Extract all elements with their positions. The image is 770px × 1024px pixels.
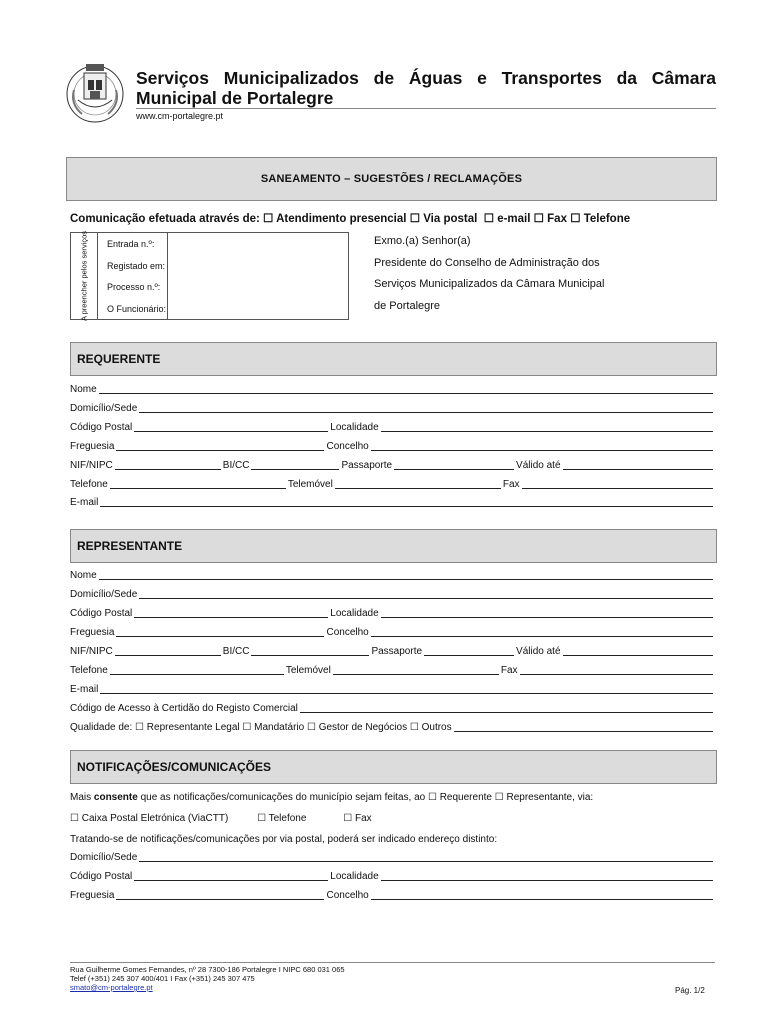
rep-bicc-label: BI/CC xyxy=(222,646,250,657)
rep-concelho-field[interactable] xyxy=(371,636,713,637)
rep-cp-label: Código Postal xyxy=(70,608,133,619)
rep-outros-field[interactable] xyxy=(454,731,713,732)
rep-telefone-field[interactable] xyxy=(110,674,284,675)
rep-telefone-label: Telefone xyxy=(70,665,108,676)
req-fax-field[interactable] xyxy=(522,488,713,489)
footer-divider xyxy=(70,962,715,963)
service-entrada: Entrada n.º: xyxy=(107,239,155,249)
req-concelho-label: Concelho xyxy=(326,441,369,452)
via-options-row xyxy=(70,813,715,824)
via-caixa-postal[interactable]: ☐ Caixa Postal Eletrónica (ViaCTT) xyxy=(70,813,229,824)
req-nif-label: NIF/NIPC xyxy=(70,460,113,471)
service-box-divider xyxy=(167,233,168,319)
service-box-vertical-label: A preencher pelos serviços xyxy=(71,233,98,319)
rep-passaporte-label: Passaporte xyxy=(371,646,423,657)
rep-domicilio-row xyxy=(70,589,715,601)
req-valido-field[interactable] xyxy=(563,469,713,470)
req-valido-label: Válido até xyxy=(516,460,561,471)
rep-freguesia-label: Freguesia xyxy=(70,627,115,638)
service-funcionario: O Funcionário: xyxy=(107,304,167,314)
not-localidade-label: Localidade xyxy=(330,871,379,882)
via-telefone[interactable]: ☐ Telefone xyxy=(257,813,307,824)
rep-nome-label: Nome xyxy=(70,570,97,581)
rep-nif-label: NIF/NIPC xyxy=(70,646,113,657)
option-via-postal[interactable]: ☐ Via postal xyxy=(409,213,478,225)
req-bicc-field[interactable] xyxy=(251,469,339,470)
consent-pre: Mais xyxy=(70,792,94,803)
rep-telemovel-field[interactable] xyxy=(333,674,499,675)
rep-valido-label: Válido até xyxy=(516,646,561,657)
service-use-box xyxy=(70,232,349,320)
communication-label: Comunicação efetuada através de: xyxy=(70,213,260,225)
consent-text xyxy=(70,792,593,803)
req-telemovel-label: Telemóvel xyxy=(287,479,333,490)
footer-address: Rua Guilherme Gomes Fernandes, nº 28 7300-186 Portalegre I NIPC 680 031 065 xyxy=(70,965,345,974)
rep-domicilio-field[interactable] xyxy=(139,598,713,599)
header-divider xyxy=(136,108,716,109)
req-localidade-label: Localidade xyxy=(330,422,379,433)
rep-certidao-row xyxy=(70,703,715,715)
req-domicilio-row xyxy=(70,403,715,415)
not-domicilio-label: Domicílio/Sede xyxy=(70,852,138,863)
req-freguesia-label: Freguesia xyxy=(70,441,115,452)
rep-passaporte-field[interactable] xyxy=(424,655,514,656)
consent-post[interactable]: que as notificações/comunicações do município sejam feitas, ao ☐ Requerente ☐ Representante, via: xyxy=(137,792,594,803)
rep-email-field[interactable] xyxy=(100,693,713,694)
via-fax[interactable]: ☐ Fax xyxy=(343,813,372,824)
not-codigo-postal-row xyxy=(70,871,715,883)
header-title: Serviços Municipalizados de Águas e Transportes da Câmara Municipal de Portalegre xyxy=(136,68,716,108)
not-domicilio-row xyxy=(70,852,715,864)
rep-freguesia-row xyxy=(70,627,715,639)
req-email-row xyxy=(70,497,715,509)
req-concelho-field[interactable] xyxy=(371,450,713,451)
option-atendimento[interactable]: ☐ Atendimento presencial xyxy=(263,213,407,225)
rep-valido-field[interactable] xyxy=(563,655,713,656)
option-telefone[interactable]: ☐ Telefone xyxy=(570,213,631,225)
req-email-label: E-mail xyxy=(70,497,99,508)
rep-localidade-field[interactable] xyxy=(381,617,713,618)
req-ids-row xyxy=(70,460,715,472)
postal-note: Tratando-se de notificações/comunicações por via postal, poderá ser indicado endereço distinto: xyxy=(70,834,498,845)
municipal-crest-logo xyxy=(62,60,128,124)
section-notificacoes: NOTIFICAÇÕES/COMUNICAÇÕES xyxy=(70,750,717,784)
option-email[interactable]: ☐ e-mail xyxy=(483,213,531,225)
not-freguesia-field[interactable] xyxy=(116,899,324,900)
req-passaporte-label: Passaporte xyxy=(341,460,393,471)
addressee-line-3: Serviços Municipalizados da Câmara Municipal xyxy=(374,278,605,290)
rep-cp-field[interactable] xyxy=(134,617,328,618)
rep-nome-row xyxy=(70,570,715,582)
rep-nif-field[interactable] xyxy=(115,655,221,656)
req-cp-field[interactable] xyxy=(134,431,328,432)
req-passaporte-field[interactable] xyxy=(394,469,514,470)
addressee-line-2: Presidente do Conselho de Administração dos xyxy=(374,257,600,269)
req-fax-label: Fax xyxy=(502,479,520,490)
req-nome-row xyxy=(70,384,715,396)
service-processo: Processo n.º: xyxy=(107,282,161,292)
not-domicilio-field[interactable] xyxy=(139,861,713,862)
not-concelho-label: Concelho xyxy=(326,890,369,901)
rep-concelho-label: Concelho xyxy=(326,627,369,638)
addressee-line-1: Exmo.(a) Senhor(a) xyxy=(374,235,471,247)
rep-nome-field[interactable] xyxy=(99,579,713,580)
req-telemovel-field[interactable] xyxy=(335,488,501,489)
req-bicc-label: BI/CC xyxy=(222,460,250,471)
not-cp-field[interactable] xyxy=(134,880,328,881)
addressee-line-4: de Portalegre xyxy=(374,300,441,312)
not-concelho-field[interactable] xyxy=(371,899,713,900)
rep-codigo-postal-row xyxy=(70,608,715,620)
page-number: Pág. 1/2 xyxy=(675,986,705,995)
req-freguesia-field[interactable] xyxy=(116,450,324,451)
rep-domicilio-label: Domicílio/Sede xyxy=(70,589,138,600)
req-localidade-field[interactable] xyxy=(381,431,713,432)
req-contact-row xyxy=(70,479,715,491)
rep-bicc-field[interactable] xyxy=(251,655,369,656)
req-nome-label: Nome xyxy=(70,384,97,395)
service-registado: Registado em: xyxy=(107,261,166,271)
not-freguesia-row xyxy=(70,890,715,902)
not-cp-label: Código Postal xyxy=(70,871,133,882)
rep-fax-label: Fax xyxy=(500,665,518,676)
section-requerente: REQUERENTE xyxy=(70,342,717,376)
req-telefone-field[interactable] xyxy=(110,488,286,489)
rep-email-label: E-mail xyxy=(70,684,99,695)
section-representante: REPRESENTANTE xyxy=(70,529,717,563)
req-telefone-label: Telefone xyxy=(70,479,108,490)
rep-qualidade-row xyxy=(70,722,715,734)
req-nome-field[interactable] xyxy=(99,393,713,394)
rep-contact-row xyxy=(70,665,715,677)
communication-method-row xyxy=(70,211,720,225)
form-title-banner: SANEAMENTO – SUGESTÕES / RECLAMAÇÕES xyxy=(66,157,717,201)
req-email-field[interactable] xyxy=(100,506,713,507)
req-nif-field[interactable] xyxy=(115,469,221,470)
footer-email-link[interactable]: smato@cm-portalegre.pt xyxy=(70,983,153,992)
footer-phone: Telef (+351) 245 307 400/401 I Fax (+351) 245 307 475 xyxy=(70,974,255,983)
rep-localidade-label: Localidade xyxy=(330,608,379,619)
rep-telemovel-label: Telemóvel xyxy=(285,665,331,676)
header-url[interactable]: www.cm-portalegre.pt xyxy=(136,111,224,121)
rep-qualidade-options[interactable]: Qualidade de: ☐ Representante Legal ☐ Mandatário ☐ Gestor de Negócios ☐ Outros xyxy=(70,722,452,733)
rep-ids-row xyxy=(70,646,715,658)
rep-email-row xyxy=(70,684,715,696)
option-fax[interactable]: ☐ Fax xyxy=(533,213,567,225)
consent-bold: consente xyxy=(93,792,138,803)
req-domicilio-label: Domicílio/Sede xyxy=(70,403,138,414)
rep-certidao-label: Código de Acesso à Certidão do Registo Comercial xyxy=(70,703,298,714)
rep-freguesia-field[interactable] xyxy=(116,636,324,637)
not-freguesia-label: Freguesia xyxy=(70,890,115,901)
req-cp-label: Código Postal xyxy=(70,422,133,433)
rep-certidao-field[interactable] xyxy=(300,712,713,713)
req-freguesia-row xyxy=(70,441,715,453)
req-codigo-postal-row xyxy=(70,422,715,434)
req-domicilio-field[interactable] xyxy=(139,412,713,413)
rep-fax-field[interactable] xyxy=(520,674,713,675)
not-localidade-field[interactable] xyxy=(381,880,713,881)
